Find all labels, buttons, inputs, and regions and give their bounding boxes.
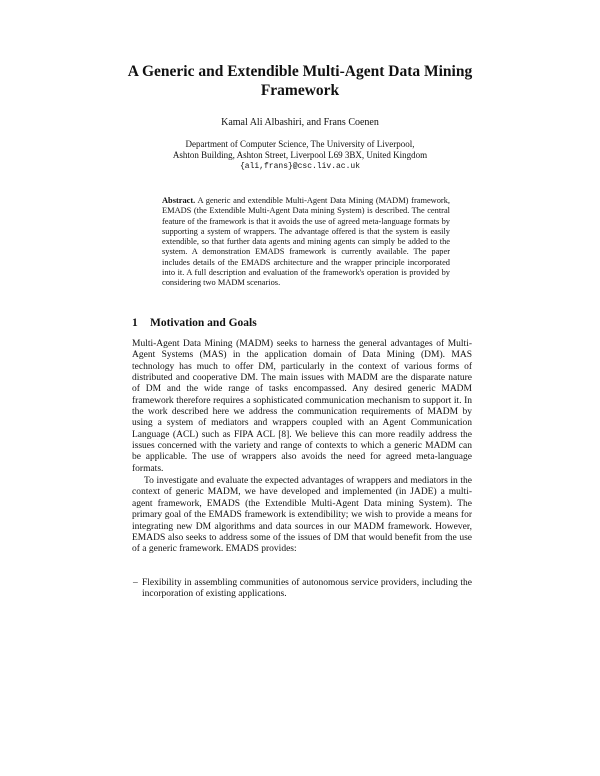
bullet-marker: – [133, 578, 138, 588]
abstract-text: A generic and extendible Multi-Agent Data Mining (MADM) framework, EMADS (the Extendible Multi-Agent Data mining System) is described. The central feature of the framework is that it avoids the use of agreed meta-language formats by supporting a system of wrappers. The advantage offered is that the system is easily extendible, so that further data agents and mining agents can simply be added to the system. A demonstration EMADS framework is currently available. The paper includes details of the EMADS architecture and the wrapper principle incorporated into it. A full description and evaluation of the framework's operation is provided by considering two MADM scenarios. [162, 196, 450, 288]
author-email: {ali,frans}@csc.liv.ac.uk [239, 162, 361, 172]
section-heading [132, 316, 472, 330]
list-item-text: Flexibility in assembling communities of autonomous service providers, including the incorporation of existing applications. [142, 578, 472, 600]
section-number: 1 [132, 317, 138, 329]
affiliation-line-2: Ashton Building, Ashton Street, Liverpool L69 3BX, United Kingdom [172, 150, 428, 161]
body-paragraph-1: Multi-Agent Data Mining (MADM) seeks to harness the general advantages of Multi-Agent Systems (MAS) in the application domain of Data Mining (DM). MAS technology has much to offer DM, particularly in the context of various forms of distributed and cooperative DM. The main issues with MADM are the disparate nature of DM and the wide range of tasks encompassed. Any desired generic MADM framework therefore requires a sophisticated communication mechanism to support it. In the work described here we address the communication requirements of MADM by using a system of mediators and wrappers coupled with an Agent Communication Language (ACL) such as FIPA ACL [8]. We believe this can more readily address the issues concerned with the variety and range of contexts to which a generic MADM can be applicable. The use of wrappers also avoids the need for agreed meta-language formats. [132, 339, 472, 474]
section-title: Motivation and Goals [150, 317, 257, 329]
list-item [132, 578, 472, 601]
paper-title: A Generic and Extendible Multi-Agent Data Mining Framework [127, 63, 473, 99]
abstract-label: Abstract. [162, 196, 196, 205]
section-body [132, 339, 472, 556]
paper-authors: Kamal Ali Albashiri, and Frans Coenen [221, 117, 379, 128]
abstract [162, 196, 450, 289]
affiliation [100, 139, 500, 173]
affiliation-line-1: Department of Computer Science, The University of Liverpool, [185, 139, 415, 149]
body-paragraph-2: To investigate and evaluate the expected advantages of wrappers and mediators in the context of generic MADM, we have developed and implemented (in JADE) a multi-agent framework, EMADS (the Extendible Multi-Agent Data mining System). The primary goal of the EMADS framework is extendibility; we wish to provide a means for integrating new DM algorithms and data sources in our MADM framework. However, EMADS also seeks to address some of the issues of DM that would benefit from the use of a generic framework. EMADS provides: [132, 476, 472, 555]
